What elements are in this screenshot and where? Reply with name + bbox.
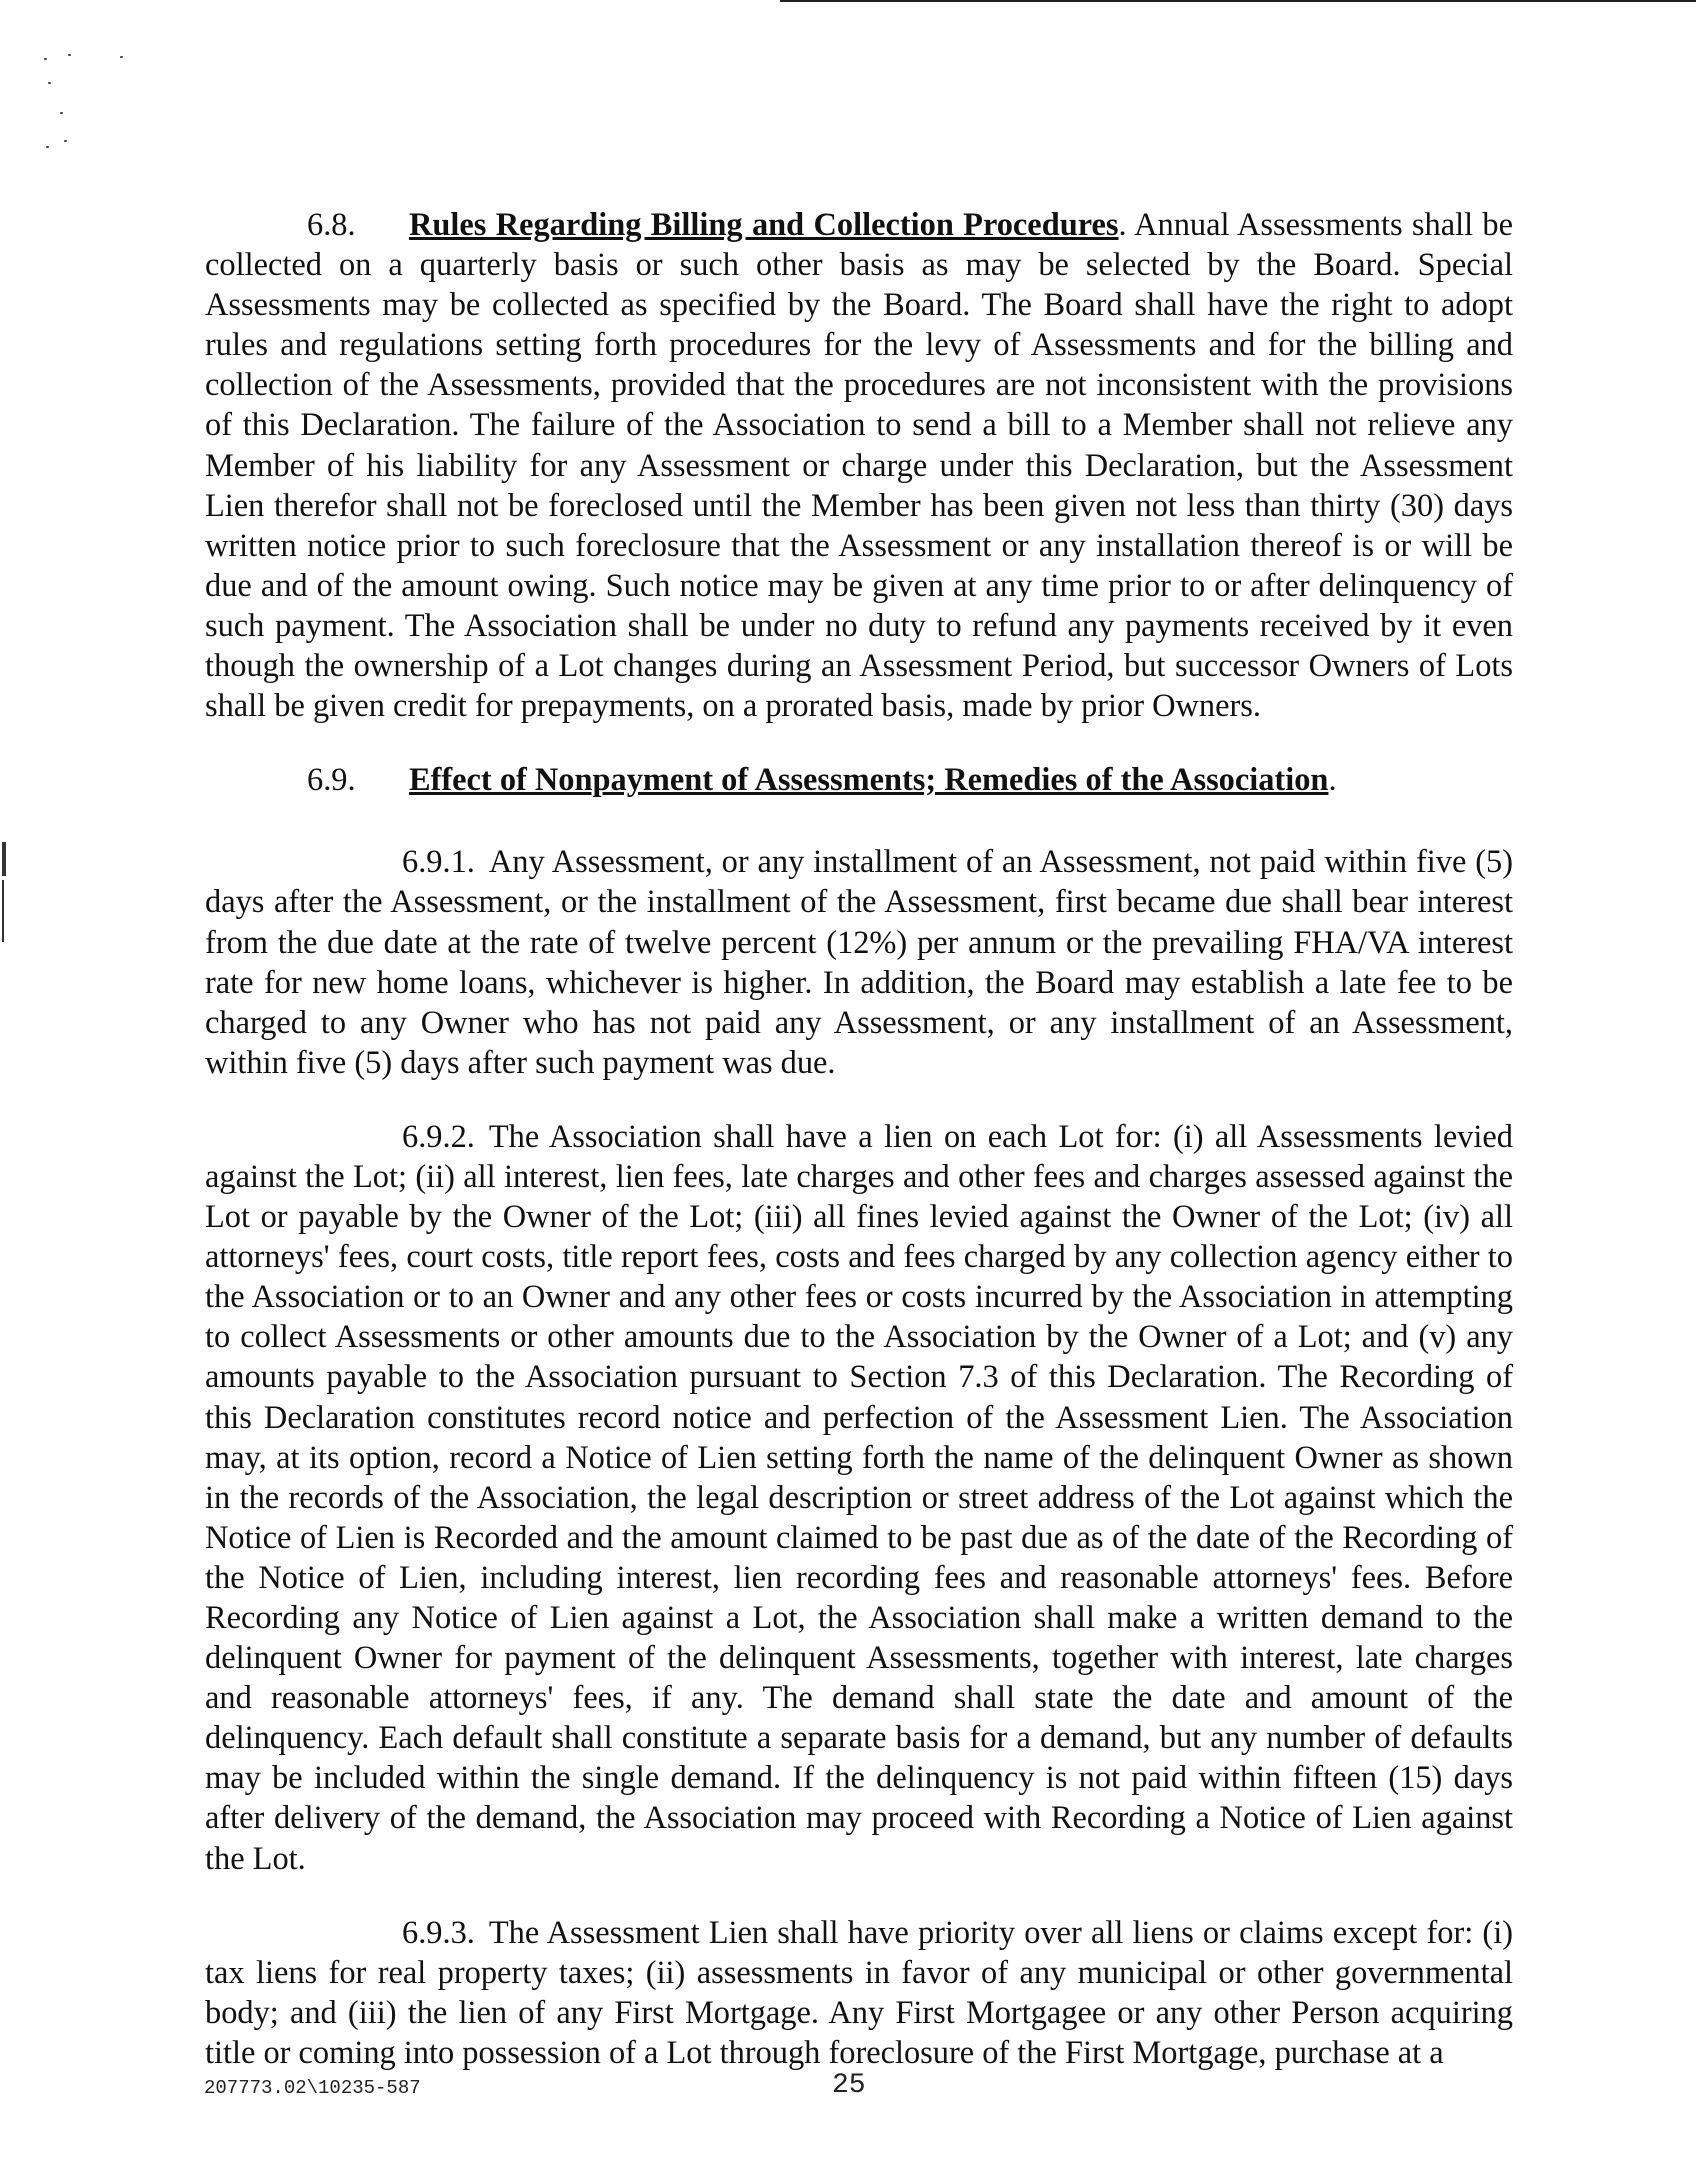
section-6-8 [205, 205, 1513, 726]
section-number: 6.9.3. [402, 1914, 475, 1951]
scan-speck [68, 54, 71, 56]
section-number: 6.8. [307, 207, 356, 243]
document-id: 207773.02\10235-587 [204, 2077, 421, 2099]
scan-speck [48, 82, 51, 84]
binder-mark [2, 880, 4, 942]
section-number: 6.9.1. [402, 844, 475, 881]
section-number: 6.9. [307, 762, 356, 799]
section-text: The Association shall have a lien on each Lot for: (i) all Assessments levied against the Lot; (ii) all interest, lien fees, late charges and other fees and charges assessed against the Lot or payable by the Owner of the Lot; (iii) all fines levied against the Owner of the Lot; (iv) all attorneys' fees, court costs, title report fees, costs and fees charged by any collection agency either to the Association or to an Owner and any other fees or costs incurred by the Association in attempting to collect Assessments or other amounts due to the Association by the Owner of a Lot; and (v) any amounts payable to the Association pursuant to Section 7.3 of this Declaration. The Recording of this Declaration constitutes record notice and perfection of the Assessment Lien. The Association may, at its option, record a Notice of Lien setting forth the name of the delinquent Owner as shown in the records of the Association, the legal description or street address of the Lot against which the Notice of Lien is Recorded and the amount claimed to be past due as of the date of the Recording of the Notice of Lien, including interest, lien recording fees and reasonable attorneys' fees. Before Recording any Notice of Lien against a Lot, the Association shall make a written demand to the delinquent Owner for payment of the delinquent Assessments, together with interest, late charges and reasonable attorneys' fees, if any. The demand shall state the date and amount of the delinquency. Each default shall constitute a separate basis for a demand, but any number of defaults may be included within the single demand. If the delinquency is not paid within fifteen (15) days after delivery of the demand, the Association may proceed with Recording a Notice of Lien against the Lot. [205, 1118, 1513, 1877]
section-6-9-2 [205, 1117, 1513, 1879]
section-6-9-3 [205, 1913, 1513, 2073]
section-6-9-1 [205, 842, 1513, 1083]
scan-speck [64, 140, 67, 142]
binder-mark [2, 842, 6, 876]
scan-speck [120, 56, 123, 58]
section-title-period: . [1328, 762, 1337, 799]
section-text: . Annual Assessments shall be collected on a quarterly basis or such other basis as may be selected by the Board. Special Assessments may be collected as specified by the Board. The Board shall have the right to adopt rules and regulations setting forth procedures for the levy of Assessments and for the billing and collection of the Assessments, provided that the procedures are not inconsistent with the provisions of this Declaration. The failure of the Association to send a bill to a Member shall not relieve any Member of his liability for any Assessment or charge under this Declaration, but the Assessment Lien therefor shall not be foreclosed until the Member has been given not less than thirty (30) days written notice prior to such foreclosure that the Assessment or any installation thereof is or will be due and of the amount owing. Such notice may be given at any time prior to or after delinquency of such payment. The Association shall be under no duty to refund any payments received by it even though the ownership of a Lot changes during an Assessment Period, but successor Owners of Lots shall be given credit for prepayments, on a prorated basis, made by prior Owners. [205, 207, 1514, 725]
section-title: Effect of Nonpayment of Assessments; Remedies of the Association [409, 762, 1329, 799]
section-text: Any Assessment, or any installment of an Assessment, not paid within five (5) days after the Assessment, or the installment of the Assessment, first became due shall bear interest from the due date at the rate of twelve percent (12%) per annum or the prevailing FHA/VA interest rate for new home loans, whichever is higher. In addition, the Board may establish a late fee to be charged to any Owner who has not paid any Assessment, or any installment of an Assessment, within five (5) days after such payment was due. [205, 844, 1513, 1081]
document-body [205, 205, 1513, 2107]
scan-speck [44, 58, 47, 60]
section-number: 6.9.2. [402, 1118, 475, 1155]
page-number: 25 [832, 2070, 866, 2101]
section-6-9-heading [205, 760, 1513, 800]
scan-speck [46, 146, 49, 148]
section-text: The Assessment Lien shall have priority over all liens or claims except for: (i) tax liens for real property taxes; (ii) assessments in favor of any municipal or other governmental body; and (iii) the lien of any First Mortgage. Any First Mortgagee or any other Person acquiring title or coming into possession of a Lot through foreclosure of the First Mortgage, purchase at a [205, 1914, 1513, 2071]
top-edge-line [780, 0, 1696, 2]
scan-speck [60, 112, 63, 114]
section-title: Rules Regarding Billing and Collection Procedures [409, 207, 1119, 243]
